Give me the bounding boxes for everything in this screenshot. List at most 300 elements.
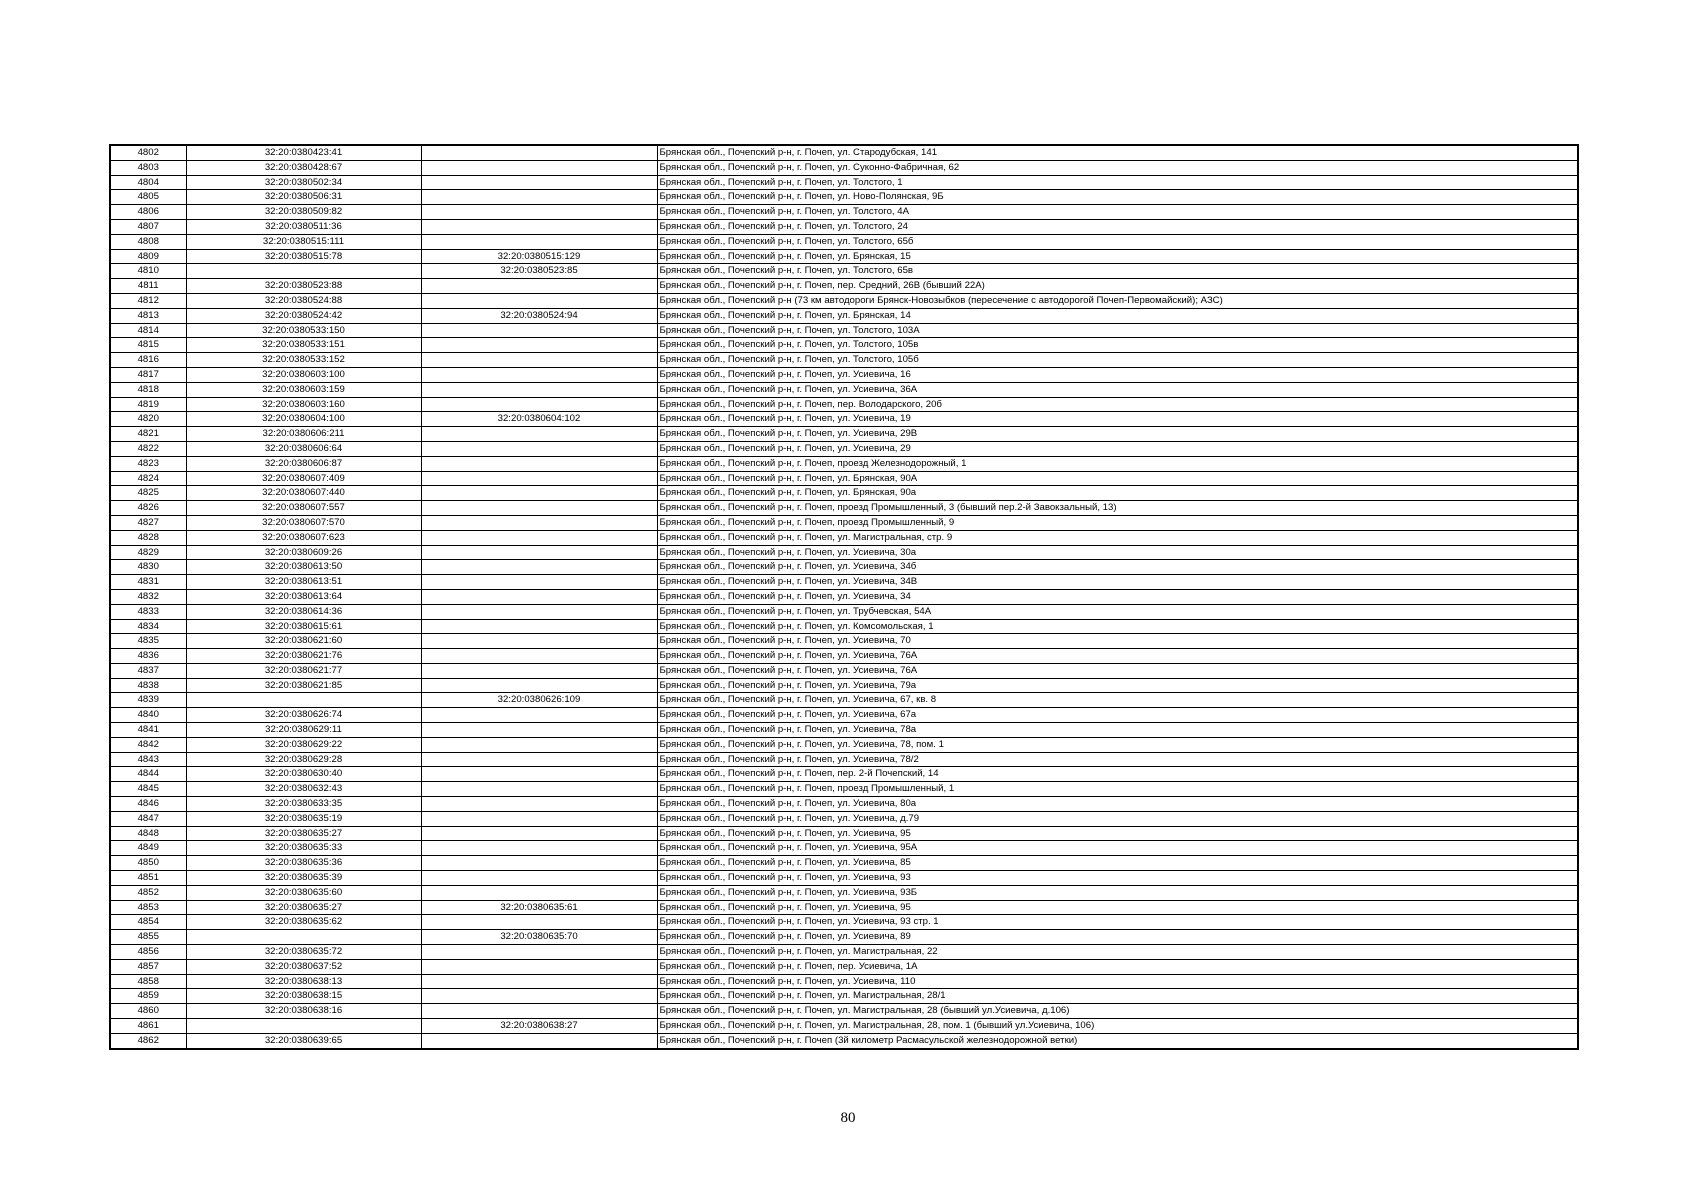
table-row <box>110 930 1578 945</box>
table-row <box>110 560 1578 575</box>
address-cell: Брянская обл., Почепский р-н, г. Почеп, ул. Усиевича, 85 <box>657 856 1578 871</box>
row-number-cell: 4826 <box>110 501 186 516</box>
cadastral-number-cell: 32:20:0380638:15 <box>186 989 421 1004</box>
cadastral-number-cell: 32:20:0380621:76 <box>186 649 421 664</box>
row-number-cell: 4807 <box>110 219 186 234</box>
address-cell: Брянская обл., Почепский р-н, г. Почеп, ул. Усиевича, 76А <box>657 663 1578 678</box>
row-number-cell: 4856 <box>110 945 186 960</box>
row-number-cell: 4808 <box>110 234 186 249</box>
cadastral-number-cell: 32:20:0380635:19 <box>186 811 421 826</box>
row-number-cell: 4817 <box>110 367 186 382</box>
related-cadastral-number-cell <box>421 959 657 974</box>
table-row <box>110 589 1578 604</box>
related-cadastral-number-cell <box>421 737 657 752</box>
address-cell: Брянская обл., Почепский р-н, г. Почеп, ул. Усиевича, 76А <box>657 649 1578 664</box>
table-row <box>110 649 1578 664</box>
cadastral-number-cell: 32:20:0380637:52 <box>186 959 421 974</box>
row-number-cell: 4855 <box>110 930 186 945</box>
row-number-cell: 4854 <box>110 915 186 930</box>
cadastral-number-cell: 32:20:0380613:64 <box>186 589 421 604</box>
row-number-cell: 4842 <box>110 737 186 752</box>
related-cadastral-number-cell <box>421 634 657 649</box>
related-cadastral-number-cell <box>421 589 657 604</box>
page-number: 80 <box>840 1110 856 1126</box>
table-row <box>110 723 1578 738</box>
related-cadastral-number-cell: 32:20:0380523:85 <box>421 264 657 279</box>
cadastral-number-cell: 32:20:0380638:13 <box>186 974 421 989</box>
row-number-cell: 4821 <box>110 427 186 442</box>
cadastral-number-cell: 32:20:0380515:78 <box>186 249 421 264</box>
related-cadastral-number-cell <box>421 811 657 826</box>
table-row <box>110 856 1578 871</box>
related-cadastral-number-cell: 32:20:0380635:70 <box>421 930 657 945</box>
table-row <box>110 767 1578 782</box>
related-cadastral-number-cell <box>421 782 657 797</box>
cadastral-number-cell <box>186 693 421 708</box>
row-number-cell: 4859 <box>110 989 186 1004</box>
related-cadastral-number-cell <box>421 575 657 590</box>
table-row <box>110 708 1578 723</box>
address-cell: Брянская обл., Почепский р-н, г. Почеп, ул. Толстого, 103А <box>657 323 1578 338</box>
row-number-cell: 4836 <box>110 649 186 664</box>
related-cadastral-number-cell <box>421 145 657 160</box>
table-row <box>110 205 1578 220</box>
related-cadastral-number-cell <box>421 708 657 723</box>
table-row <box>110 575 1578 590</box>
row-number-cell: 4837 <box>110 663 186 678</box>
table-row <box>110 264 1578 279</box>
cadastral-number-cell: 32:20:0380515:111 <box>186 234 421 249</box>
row-number-cell: 4814 <box>110 323 186 338</box>
cadastral-number-cell: 32:20:0380604:100 <box>186 412 421 427</box>
cadastral-number-cell: 32:20:0380603:160 <box>186 397 421 412</box>
cadastral-number-cell: 32:20:0380533:151 <box>186 338 421 353</box>
cadastral-number-cell: 32:20:0380607:440 <box>186 486 421 501</box>
address-cell: Брянская обл., Почепский р-н, г. Почеп, ул. Усиевича, 70 <box>657 634 1578 649</box>
address-cell: Брянская обл., Почепский р-н, г. Почеп, ул. Магистральная, стр. 9 <box>657 530 1578 545</box>
related-cadastral-number-cell <box>421 175 657 190</box>
row-number-cell: 4804 <box>110 175 186 190</box>
address-cell: Брянская обл., Почепский р-н, г. Почеп, ул. Магистральная, 28, пом. 1 (бывший ул.Усиевича, 106) <box>657 1019 1578 1034</box>
address-cell: Брянская обл., Почепский р-н, г. Почеп, ул. Толстого, 105б <box>657 353 1578 368</box>
cadastral-number-cell: 32:20:0380613:50 <box>186 560 421 575</box>
address-cell: Брянская обл., Почепский р-н, г. Почеп, ул. Усиевича, 80а <box>657 797 1578 812</box>
cadastral-number-cell: 32:20:0380607:557 <box>186 501 421 516</box>
related-cadastral-number-cell <box>421 856 657 871</box>
row-number-cell: 4847 <box>110 811 186 826</box>
address-cell: Брянская обл., Почепский р-н, г. Почеп, ул. Ново-Полянская, 9Б <box>657 190 1578 205</box>
address-cell: Брянская обл., Почепский р-н, г. Почеп, ул. Усиевича, 19 <box>657 412 1578 427</box>
related-cadastral-number-cell <box>421 885 657 900</box>
table-row <box>110 1019 1578 1034</box>
address-cell: Брянская обл., Почепский р-н, г. Почеп, ул. Магистральная, 22 <box>657 945 1578 960</box>
related-cadastral-number-cell <box>421 663 657 678</box>
related-cadastral-number-cell <box>421 219 657 234</box>
cadastral-number-cell: 32:20:0380607:570 <box>186 515 421 530</box>
address-cell: Брянская обл., Почепский р-н, г. Почеп, ул. Брянская, 90А <box>657 471 1578 486</box>
related-cadastral-number-cell <box>421 323 657 338</box>
table-row <box>110 249 1578 264</box>
row-number-cell: 4846 <box>110 797 186 812</box>
address-cell: Брянская обл., Почепский р-н, г. Почеп, ул. Усиевича, 95 <box>657 900 1578 915</box>
address-cell: Брянская обл., Почепский р-н, г. Почеп, пер. Усиевича, 1А <box>657 959 1578 974</box>
row-number-cell: 4857 <box>110 959 186 974</box>
address-cell: Брянская обл., Почепский р-н, г. Почеп, проезд Промышленный, 3 (бывший пер.2-й Завокзальный, 13) <box>657 501 1578 516</box>
row-number-cell: 4806 <box>110 205 186 220</box>
row-number-cell: 4843 <box>110 752 186 767</box>
address-cell: Брянская обл., Почепский р-н, г. Почеп, проезд Железнодорожный, 1 <box>657 456 1578 471</box>
cadastral-number-cell: 32:20:0380614:36 <box>186 604 421 619</box>
row-number-cell: 4851 <box>110 871 186 886</box>
row-number-cell: 4835 <box>110 634 186 649</box>
table-row <box>110 1033 1578 1048</box>
related-cadastral-number-cell <box>421 826 657 841</box>
cadastral-number-cell: 32:20:0380630:40 <box>186 767 421 782</box>
cadastral-number-cell: 32:20:0380635:33 <box>186 841 421 856</box>
table-row <box>110 308 1578 323</box>
row-number-cell: 4824 <box>110 471 186 486</box>
table-row <box>110 397 1578 412</box>
address-cell: Брянская обл., Почепский р-н, г. Почеп, ул. Усиевича, 34б <box>657 560 1578 575</box>
row-number-cell: 4852 <box>110 885 186 900</box>
cadastral-number-cell: 32:20:0380523:88 <box>186 279 421 294</box>
related-cadastral-number-cell: 32:20:0380604:102 <box>421 412 657 427</box>
table-row <box>110 234 1578 249</box>
table-row <box>110 959 1578 974</box>
cadastral-number-cell: 32:20:0380524:88 <box>186 293 421 308</box>
address-cell: Брянская обл., Почепский р-н, г. Почеп, ул. Усиевича, 67а <box>657 708 1578 723</box>
address-cell: Брянская обл., Почепский р-н, г. Почеп, ул. Усиевича, 78а <box>657 723 1578 738</box>
table-row <box>110 353 1578 368</box>
table-row <box>110 782 1578 797</box>
cadastral-number-cell: 32:20:0380635:72 <box>186 945 421 960</box>
cadastral-number-cell: 32:20:0380629:28 <box>186 752 421 767</box>
related-cadastral-number-cell <box>421 560 657 575</box>
address-cell: Брянская обл., Почепский р-н, г. Почеп, ул. Толстого, 1 <box>657 175 1578 190</box>
cadastral-number-cell: 32:20:0380632:43 <box>186 782 421 797</box>
related-cadastral-number-cell <box>421 723 657 738</box>
row-number-cell: 4820 <box>110 412 186 427</box>
related-cadastral-number-cell <box>421 160 657 175</box>
table-row <box>110 604 1578 619</box>
table-row <box>110 974 1578 989</box>
address-cell: Брянская обл., Почепский р-н, г. Почеп, пер. 2-й Почепский, 14 <box>657 767 1578 782</box>
cadastral-number-cell: 32:20:0380613:51 <box>186 575 421 590</box>
cadastral-number-cell: 32:20:0380533:150 <box>186 323 421 338</box>
cadastral-number-cell: 32:20:0380635:60 <box>186 885 421 900</box>
related-cadastral-number-cell <box>421 797 657 812</box>
related-cadastral-number-cell <box>421 190 657 205</box>
row-number-cell: 4838 <box>110 678 186 693</box>
row-number-cell: 4802 <box>110 145 186 160</box>
address-cell: Брянская обл., Почепский р-н, г. Почеп, ул. Трубчевская, 54А <box>657 604 1578 619</box>
cadastral-number-cell: 32:20:0380621:60 <box>186 634 421 649</box>
related-cadastral-number-cell <box>421 1033 657 1048</box>
cadastral-number-cell <box>186 930 421 945</box>
related-cadastral-number-cell <box>421 486 657 501</box>
address-cell: Брянская обл., Почепский р-н, г. Почеп, ул. Усиевича, д.79 <box>657 811 1578 826</box>
row-number-cell: 4828 <box>110 530 186 545</box>
address-cell: Брянская обл., Почепский р-н, г. Почеп, ул. Усиевича, 93 стр. 1 <box>657 915 1578 930</box>
cadastral-number-cell: 32:20:0380606:64 <box>186 441 421 456</box>
address-cell: Брянская обл., Почепский р-н, г. Почеп, ул. Усиевича, 16 <box>657 367 1578 382</box>
address-cell: Брянская обл., Почепский р-н, г. Почеп, ул. Комсомольская, 1 <box>657 619 1578 634</box>
table-row <box>110 279 1578 294</box>
table-row <box>110 678 1578 693</box>
related-cadastral-number-cell <box>421 974 657 989</box>
related-cadastral-number-cell <box>421 456 657 471</box>
address-cell: Брянская обл., Почепский р-н, г. Почеп, ул. Усиевича, 34В <box>657 575 1578 590</box>
address-cell: Брянская обл., Почепский р-н (73 км автодороги Брянск-Новозыбков (пересечение с автодорогой Почеп-Первомайский); АЗС) <box>657 293 1578 308</box>
row-number-cell: 4858 <box>110 974 186 989</box>
row-number-cell: 4803 <box>110 160 186 175</box>
cadastral-number-cell: 32:20:0380635:62 <box>186 915 421 930</box>
address-cell: Брянская обл., Почепский р-н, г. Почеп, ул. Усиевича, 110 <box>657 974 1578 989</box>
address-cell: Брянская обл., Почепский р-н, г. Почеп, проезд Промышленный, 9 <box>657 515 1578 530</box>
row-number-cell: 4844 <box>110 767 186 782</box>
row-number-cell: 4830 <box>110 560 186 575</box>
table-row <box>110 486 1578 501</box>
table-row <box>110 412 1578 427</box>
table-row <box>110 219 1578 234</box>
related-cadastral-number-cell: 32:20:0380635:61 <box>421 900 657 915</box>
cadastral-number-cell: 32:20:0380638:16 <box>186 1004 421 1019</box>
cadastral-number-cell: 32:20:0380603:159 <box>186 382 421 397</box>
related-cadastral-number-cell <box>421 678 657 693</box>
table-row <box>110 441 1578 456</box>
address-cell: Брянская обл., Почепский р-н, г. Почеп, ул. Усиевича, 78, пом. 1 <box>657 737 1578 752</box>
table-row <box>110 1004 1578 1019</box>
related-cadastral-number-cell <box>421 989 657 1004</box>
table-row <box>110 471 1578 486</box>
address-cell: Брянская обл., Почепский р-н, г. Почеп, ул. Магистральная, 28 (бывший ул.Усиевича, д.106) <box>657 1004 1578 1019</box>
table-row <box>110 545 1578 560</box>
address-cell: Брянская обл., Почепский р-н, г. Почеп, ул. Усиевича, 79а <box>657 678 1578 693</box>
related-cadastral-number-cell <box>421 427 657 442</box>
related-cadastral-number-cell <box>421 767 657 782</box>
related-cadastral-number-cell <box>421 471 657 486</box>
table-row <box>110 737 1578 752</box>
cadastral-number-cell: 32:20:0380607:409 <box>186 471 421 486</box>
table-row <box>110 501 1578 516</box>
related-cadastral-number-cell <box>421 871 657 886</box>
table-row <box>110 811 1578 826</box>
table-row <box>110 885 1578 900</box>
related-cadastral-number-cell <box>421 649 657 664</box>
row-number-cell: 4819 <box>110 397 186 412</box>
address-cell: Брянская обл., Почепский р-н, г. Почеп, ул. Усиевича, 78/2 <box>657 752 1578 767</box>
address-cell: Брянская обл., Почепский р-н, г. Почеп, ул. Магистральная, 28/1 <box>657 989 1578 1004</box>
cadastral-number-cell: 32:20:0380635:36 <box>186 856 421 871</box>
row-number-cell: 4829 <box>110 545 186 560</box>
address-cell: Брянская обл., Почепский р-н, г. Почеп, ул. Брянская, 15 <box>657 249 1578 264</box>
address-cell: Брянская обл., Почепский р-н, г. Почеп, ул. Толстого, 24 <box>657 219 1578 234</box>
table-row <box>110 871 1578 886</box>
cadastral-number-cell: 32:20:0380509:82 <box>186 205 421 220</box>
related-cadastral-number-cell <box>421 752 657 767</box>
address-cell: Брянская обл., Почепский р-н, г. Почеп, ул. Усиевича, 34 <box>657 589 1578 604</box>
cadastral-number-cell: 32:20:0380428:67 <box>186 160 421 175</box>
row-number-cell: 4816 <box>110 353 186 368</box>
cadastral-number-cell: 32:20:0380635:27 <box>186 900 421 915</box>
cadastral-number-cell: 32:20:0380603:100 <box>186 367 421 382</box>
address-cell: Брянская обл., Почепский р-н, г. Почеп, ул. Усиевича, 95А <box>657 841 1578 856</box>
cadastral-number-cell: 32:20:0380606:211 <box>186 427 421 442</box>
row-number-cell: 4809 <box>110 249 186 264</box>
table-row <box>110 900 1578 915</box>
row-number-cell: 4812 <box>110 293 186 308</box>
related-cadastral-number-cell <box>421 841 657 856</box>
table-row <box>110 175 1578 190</box>
related-cadastral-number-cell <box>421 530 657 545</box>
address-cell: Брянская обл., Почепский р-н, г. Почеп, ул. Усиевича, 29 <box>657 441 1578 456</box>
related-cadastral-number-cell: 32:20:0380515:129 <box>421 249 657 264</box>
row-number-cell: 4827 <box>110 515 186 530</box>
row-number-cell: 4805 <box>110 190 186 205</box>
related-cadastral-number-cell <box>421 441 657 456</box>
related-cadastral-number-cell <box>421 915 657 930</box>
row-number-cell: 4841 <box>110 723 186 738</box>
cadastral-number-cell: 32:20:0380626:74 <box>186 708 421 723</box>
table-row <box>110 841 1578 856</box>
table-row <box>110 456 1578 471</box>
cadastral-number-cell <box>186 1019 421 1034</box>
row-number-cell: 4822 <box>110 441 186 456</box>
table-row <box>110 797 1578 812</box>
related-cadastral-number-cell: 32:20:0380638:27 <box>421 1019 657 1034</box>
row-number-cell: 4862 <box>110 1033 186 1048</box>
address-cell: Брянская обл., Почепский р-н, г. Почеп, ул. Усиевича, 89 <box>657 930 1578 945</box>
address-cell: Брянская обл., Почепский р-н, г. Почеп, ул. Усиевича, 36А <box>657 382 1578 397</box>
cadastral-number-cell: 32:20:0380621:77 <box>186 663 421 678</box>
related-cadastral-number-cell <box>421 397 657 412</box>
related-cadastral-number-cell <box>421 545 657 560</box>
cadastral-number-cell: 32:20:0380502:34 <box>186 175 421 190</box>
table-row <box>110 367 1578 382</box>
table-row <box>110 160 1578 175</box>
address-cell: Брянская обл., Почепский р-н, г. Почеп, ул. Суконно-Фабричная, 62 <box>657 160 1578 175</box>
cadastral-number-cell: 32:20:0380423:41 <box>186 145 421 160</box>
related-cadastral-number-cell <box>421 945 657 960</box>
row-number-cell: 4823 <box>110 456 186 471</box>
related-cadastral-number-cell <box>421 338 657 353</box>
table-row <box>110 145 1578 160</box>
table-row <box>110 634 1578 649</box>
related-cadastral-number-cell <box>421 515 657 530</box>
table-row <box>110 693 1578 708</box>
related-cadastral-number-cell <box>421 382 657 397</box>
address-cell: Брянская обл., Почепский р-н, г. Почеп, ул. Брянская, 14 <box>657 308 1578 323</box>
table-body <box>110 145 1578 1049</box>
cadastral-number-cell: 32:20:0380635:27 <box>186 826 421 841</box>
table-row <box>110 515 1578 530</box>
row-number-cell: 4810 <box>110 264 186 279</box>
address-cell: Брянская обл., Почепский р-н, г. Почеп, ул. Толстого, 4А <box>657 205 1578 220</box>
related-cadastral-number-cell <box>421 604 657 619</box>
related-cadastral-number-cell <box>421 353 657 368</box>
address-cell: Брянская обл., Почепский р-н, г. Почеп, ул. Брянская, 90а <box>657 486 1578 501</box>
table-row <box>110 989 1578 1004</box>
address-cell: Брянская обл., Почепский р-н, г. Почеп, ул. Усиевича, 93 <box>657 871 1578 886</box>
row-number-cell: 4818 <box>110 382 186 397</box>
related-cadastral-number-cell <box>421 205 657 220</box>
row-number-cell: 4850 <box>110 856 186 871</box>
table-row <box>110 427 1578 442</box>
table-row <box>110 530 1578 545</box>
table-row <box>110 382 1578 397</box>
cadastral-number-cell: 32:20:0380511:36 <box>186 219 421 234</box>
cadastral-number-cell: 32:20:0380615:61 <box>186 619 421 634</box>
table-row <box>110 619 1578 634</box>
cadastral-number-cell: 32:20:0380635:39 <box>186 871 421 886</box>
related-cadastral-number-cell <box>421 279 657 294</box>
cadastral-number-cell: 32:20:0380524:42 <box>186 308 421 323</box>
row-number-cell: 4811 <box>110 279 186 294</box>
cadastral-number-cell: 32:20:0380633:35 <box>186 797 421 812</box>
related-cadastral-number-cell: 32:20:0380524:94 <box>421 308 657 323</box>
table-row <box>110 752 1578 767</box>
address-cell: Брянская обл., Почепский р-н, г. Почеп, ул. Усиевича, 30а <box>657 545 1578 560</box>
address-cell: Брянская обл., Почепский р-н, г. Почеп, ул. Усиевича, 67, кв. 8 <box>657 693 1578 708</box>
table-row <box>110 323 1578 338</box>
address-cell: Брянская обл., Почепский р-н, г. Почеп, ул. Толстого, 65б <box>657 234 1578 249</box>
cadastral-number-cell: 32:20:0380609:26 <box>186 545 421 560</box>
address-cell: Брянская обл., Почепский р-н, г. Почеп, ул. Усиевича, 29В <box>657 427 1578 442</box>
row-number-cell: 4861 <box>110 1019 186 1034</box>
cadastral-number-cell: 32:20:0380629:22 <box>186 737 421 752</box>
cadastral-number-cell: 32:20:0380629:11 <box>186 723 421 738</box>
table-row <box>110 915 1578 930</box>
row-number-cell: 4825 <box>110 486 186 501</box>
table-row <box>110 338 1578 353</box>
table-row <box>110 190 1578 205</box>
address-cell: Брянская обл., Почепский р-н, г. Почеп (3й километр Расмасульской железнодорожной ветки) <box>657 1033 1578 1048</box>
table-row <box>110 663 1578 678</box>
cadastral-number-cell: 32:20:0380621:85 <box>186 678 421 693</box>
table-row <box>110 826 1578 841</box>
row-number-cell: 4831 <box>110 575 186 590</box>
address-cell: Брянская обл., Почепский р-н, г. Почеп, ул. Толстого, 105в <box>657 338 1578 353</box>
row-number-cell: 4834 <box>110 619 186 634</box>
related-cadastral-number-cell <box>421 234 657 249</box>
row-number-cell: 4839 <box>110 693 186 708</box>
related-cadastral-number-cell <box>421 293 657 308</box>
related-cadastral-number-cell <box>421 1004 657 1019</box>
cadastral-number-cell: 32:20:0380506:31 <box>186 190 421 205</box>
address-cell: Брянская обл., Почепский р-н, г. Почеп, пер. Средний, 26В (бывший 22А) <box>657 279 1578 294</box>
related-cadastral-number-cell <box>421 619 657 634</box>
cadastral-number-cell: 32:20:0380533:152 <box>186 353 421 368</box>
related-cadastral-number-cell <box>421 367 657 382</box>
row-number-cell: 4840 <box>110 708 186 723</box>
property-register-table <box>109 144 1579 1050</box>
related-cadastral-number-cell <box>421 501 657 516</box>
row-number-cell: 4848 <box>110 826 186 841</box>
row-number-cell: 4813 <box>110 308 186 323</box>
row-number-cell: 4853 <box>110 900 186 915</box>
cadastral-number-cell: 32:20:0380606:87 <box>186 456 421 471</box>
row-number-cell: 4849 <box>110 841 186 856</box>
row-number-cell: 4860 <box>110 1004 186 1019</box>
table-row <box>110 293 1578 308</box>
cadastral-number-cell: 32:20:0380639:65 <box>186 1033 421 1048</box>
related-cadastral-number-cell: 32:20:0380626:109 <box>421 693 657 708</box>
address-cell: Брянская обл., Почепский р-н, г. Почеп, ул. Стародубская, 141 <box>657 145 1578 160</box>
address-cell: Брянская обл., Почепский р-н, г. Почеп, ул. Толстого, 65в <box>657 264 1578 279</box>
row-number-cell: 4832 <box>110 589 186 604</box>
row-number-cell: 4833 <box>110 604 186 619</box>
address-cell: Брянская обл., Почепский р-н, г. Почеп, ул. Усиевича, 95 <box>657 826 1578 841</box>
